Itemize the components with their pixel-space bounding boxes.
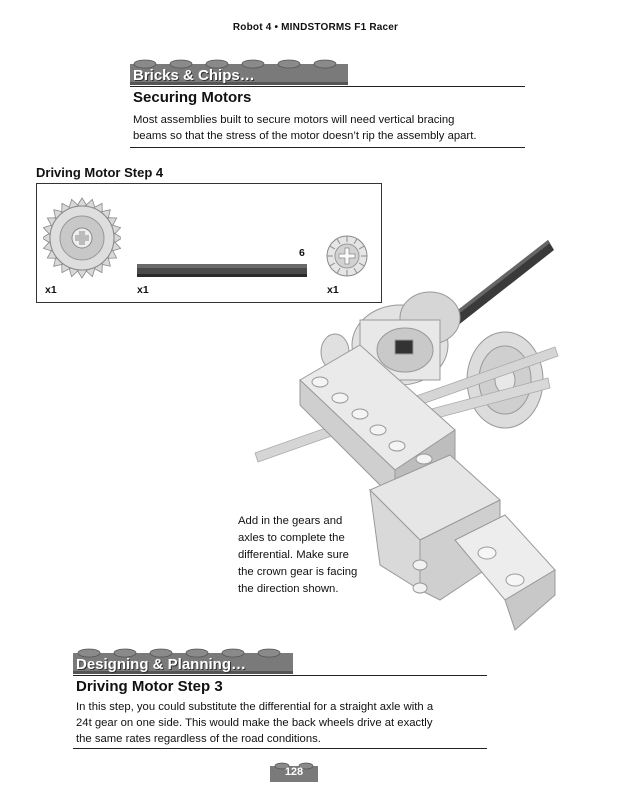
sidebar-body-line: beams so that the stress of the motor doesn’t rip the assembly apart. <box>133 130 477 142</box>
sidebar-designing-and-planning <box>73 645 488 751</box>
sidebar-body-line: the same rates regardless of the road conditions. <box>76 733 321 745</box>
instruction-line: the crown gear is facing <box>238 566 358 578</box>
sidebar-body <box>76 699 433 747</box>
crown-gear-quantity: x1 <box>327 284 339 296</box>
step-instructions <box>238 513 388 598</box>
sidebar-banner-label: Bricks & Chips… <box>133 67 255 84</box>
axle-quantity: x1 <box>137 284 149 296</box>
instruction-line: axles to complete the <box>238 532 345 544</box>
sidebar-body-line: In this step, you could substitute the differential for a straight axle with a <box>76 701 434 713</box>
sidebar-body-line: 24t gear on one side. This would make the back wheels drive at exactly <box>76 717 433 729</box>
axle-length-label: 6 <box>299 247 305 259</box>
sidebar-banner-label: Designing & Planning… <box>76 656 247 673</box>
page-number: 128 <box>284 766 304 778</box>
sidebar-bottom-rule <box>73 748 487 749</box>
gear-24t-quantity: x1 <box>45 284 57 296</box>
instruction-line: the direction shown. <box>238 583 339 595</box>
sidebar-title: Securing Motors <box>133 89 252 106</box>
sidebar-body-line: Most assemblies built to secure motors will need vertical bracing <box>133 114 455 126</box>
running-head: Robot 4 • MINDSTORMS F1 Racer <box>232 22 399 33</box>
sidebar-title: Driving Motor Step 3 <box>76 678 223 695</box>
instruction-line: Add in the gears and <box>238 515 343 527</box>
step-heading: Driving Motor Step 4 <box>36 165 164 180</box>
instruction-line: differential. Make sure <box>238 549 349 561</box>
axle-dark <box>445 240 554 330</box>
sidebar-top-rule <box>73 675 487 676</box>
